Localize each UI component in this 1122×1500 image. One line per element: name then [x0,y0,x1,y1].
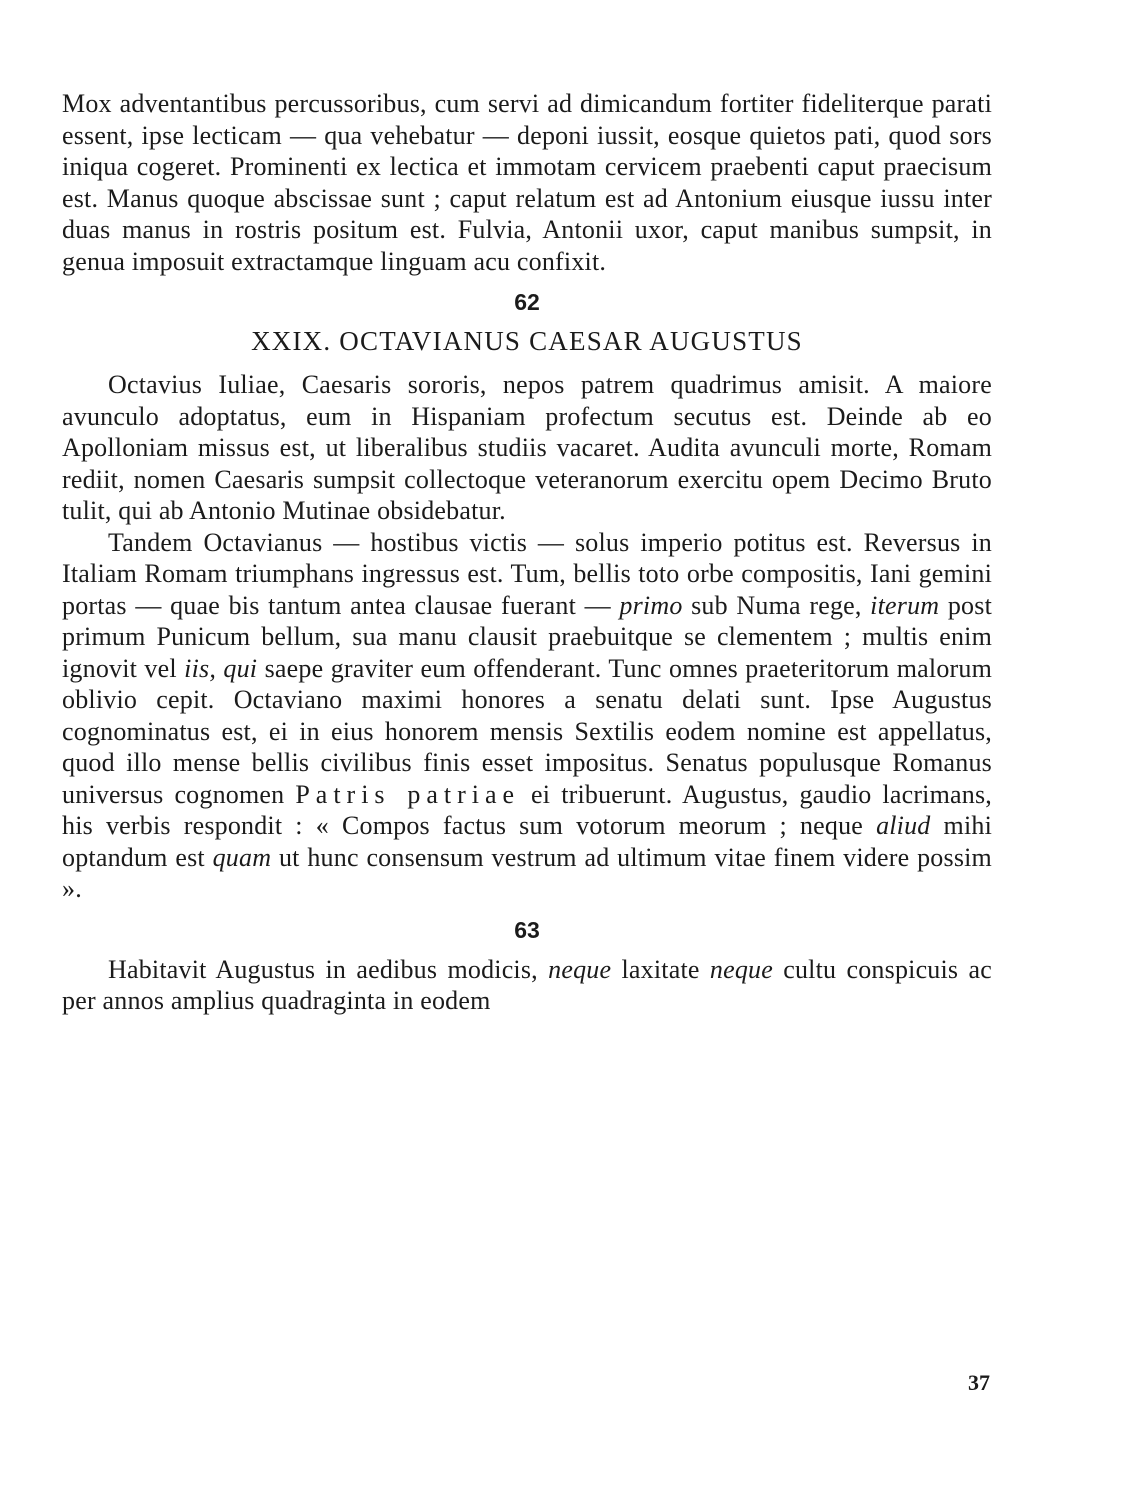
italic-word: primo [619,590,683,620]
italic-word: neque [548,954,612,984]
section-62-paragraph-1: Octavius Iuliae, Caesaris sororis, nepos patrem quadrimus amisit. A maiore avunculo adoptatus, eum in Hispaniam profectum secutus est. Deinde ab eo Apolloniam missus est, ut liberalibus studiis vacaret. Audita avunculi morte, Romam rediit, nomen Caesaris sumpsit collectoque veteranorum exercitu opem Decimo Bruto tulit, qui ab Antonio Mutinae obsidebatur. [62,370,992,525]
text-run: mihi optandum est [62,811,993,872]
section-number-63: 63 [514,916,540,943]
text-run: Tandem Octavianus — hostibus victis — solus imperio potitus est. Reversus in Italiam Romam triumphans ingressus est. Tum, bellis toto orbe compositis, Iani gemini portas — quae bis tantum antea clausae fuerant — [62,527,992,620]
spaced-phrase: Patris patriae [295,779,521,809]
section-63-paragraph [62,954,992,1017]
text-run: post primum Punicum bellum, sua manu clausit praebuitque se clementem ; multis enim ignovit vel [62,590,992,683]
italic-word: neque [709,954,773,984]
italic-word: iterum [870,590,940,620]
chapter-title: XXIX. OCTAVIANUS CAESAR AUGUSTUS [251,326,803,356]
book-page [62,88,992,1017]
page-number: 37 [968,1370,990,1395]
italic-word: aliud [876,811,931,840]
italic-word: quam [212,842,272,872]
text-run: ei tribuerunt. Augustus, gaudio lacrimans, his verbis respondit : « Compos factus sum votorum meorum ; neque [62,779,992,840]
text-run: Habitavit Augustus in aedibus modicis, [108,954,549,984]
top-paragraph: Mox adventantibus percussoribus, cum servi ad dimicandum fortiter fideliterque parati essent, ipse lecticam — qua vehebatur — deponi iussit, eosque quietos pati, quod sors iniqua cogeret. Prominenti ex lectica et immotam cervicem praebenti caput praecisum est. Manus quoque abscissae sunt ; caput relatum est ad Antonium eiusque iussu inter duas manus in rostris positum est. Fulvia, Antonii uxor, caput manibus sumpsit, in genua imposuit extractamque linguam acu confixit. [62,89,992,276]
text-run: ut hunc consensum vestrum ad ultimum vitae finem videre possim ». [62,842,992,903]
text-run: sub Numa rege, [682,590,871,620]
text-run: laxitate [611,954,710,984]
text-run: saepe graviter eum offenderant. Tunc omnes praeteritorum malorum oblivio cepit. Octaviano maximi honores a senatu delati sunt. Ipse Augustus cognominatus est, ei in eius honorem mensis Sextilis eodem nomine est appellatus, quod illo mense bellis civilibus finis esset impositus. Senatus populusque Romanus universus cognomen [62,653,993,809]
section-number-62: 62 [514,289,540,315]
italic-word: iis, qui [184,653,258,683]
section-62-paragraph-2 [62,527,992,905]
text-run: cultu conspicuis ac per annos amplius quadraginta in eodem [62,954,992,1015]
